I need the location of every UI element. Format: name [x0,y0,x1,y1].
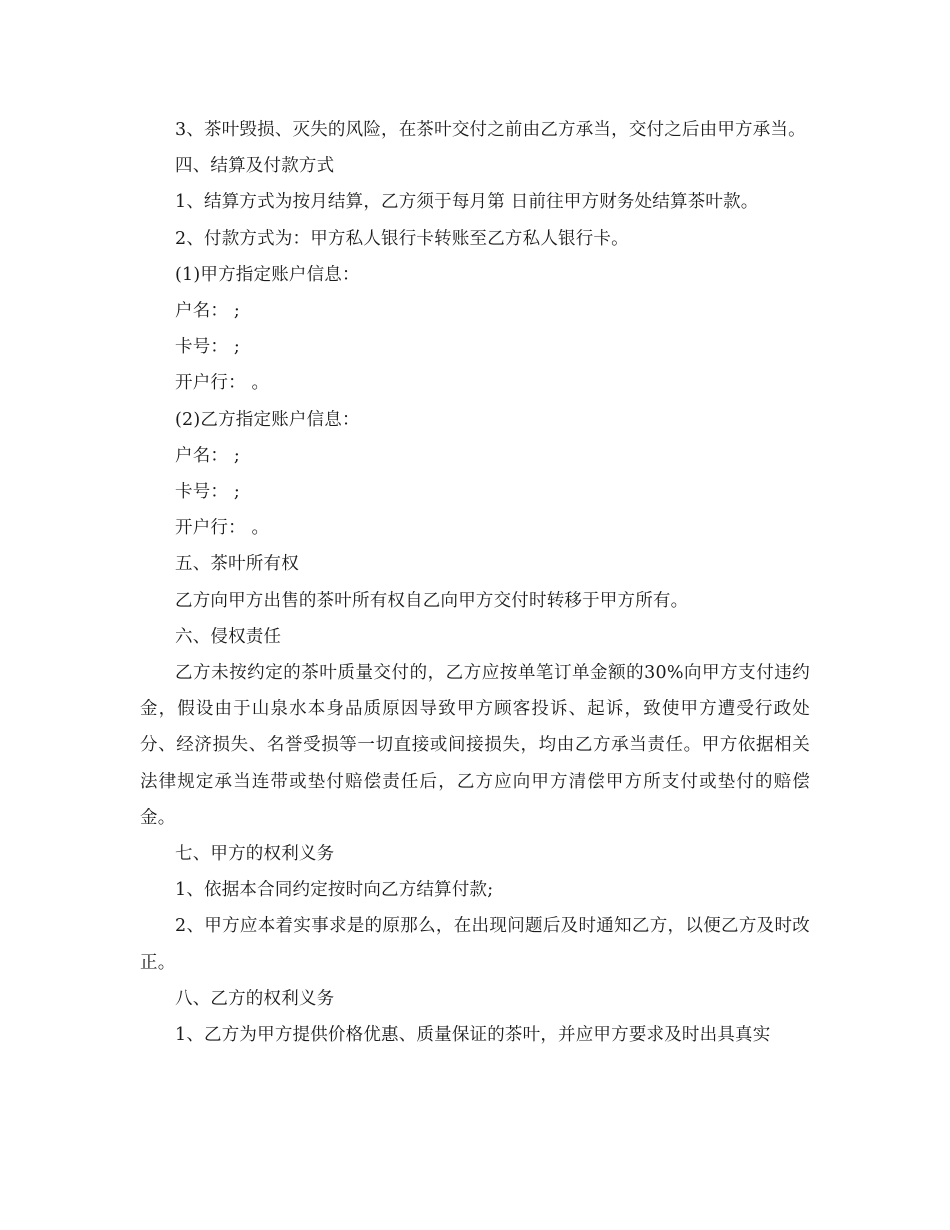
paragraph-settlement-method: 1、结算方式为按月结算，乙方须于每月第 日前往甲方财务处结算茶叶款。 [175,192,759,213]
party-b-bank: 开户行： 。 [175,518,270,539]
paragraph-risk-clause: 3、茶叶毁损、灭失的风险，在茶叶交付之前由乙方承当，交付之后由甲方承当。 [175,120,806,140]
document-body [140,112,810,1053]
party-b-account-heading: (2)乙方指定账户信息： [175,409,360,430]
party-a-bank: 开户行： 。 [175,373,270,394]
heading-party-b-rights: 八、乙方的权利义务 [175,988,335,1009]
paragraph-party-b-right-1: 1、乙方为甲方提供价格优惠、质量保证的茶叶，并应甲方要求及时出具真实 [175,1025,771,1046]
heading-settlement-payment: 四、结算及付款方式 [175,156,335,177]
heading-ownership: 五、茶叶所有权 [175,554,299,575]
party-b-account-name: 户名： ; [175,445,240,466]
heading-party-a-rights: 七、甲方的权利义务 [175,844,335,865]
paragraph-payment-method: 2、付款方式为：甲方私人银行卡转账至乙方私人银行卡。 [175,228,629,249]
party-a-account-name: 户名： ; [175,301,240,322]
heading-liability: 六、侵权责任 [175,626,282,647]
paragraph-party-a-right-2: 2、甲方应本着实事求是的原那么，在出现问题后及时通知乙方，以便乙方及时改正。 [140,916,810,973]
paragraph-ownership: 乙方向甲方出售的茶叶所有权自乙向甲方交付时转移于甲方所有。 [175,590,689,611]
paragraph-party-a-right-1: 1、依据本合同约定按时向乙方结算付款; [175,880,494,901]
party-a-account-heading: (1)甲方指定账户信息： [175,264,360,285]
paragraph-liability: 乙方未按约定的茶叶质量交付的，乙方应按单笔订单金额的30%向甲方支付违约金，假设由于山泉水本身品质原因导致甲方顾客投诉、起诉，致使甲方遭受行政处分、经济损失、名誉受损等一切直接或间接损失，均由乙方承当责任。甲方依据相关法律规定承当连带或垫付赔偿责任后，乙方应向甲方清偿甲方所支付或垫付的赔偿金。 [140,663,810,828]
party-b-card-number: 卡号： ; [175,482,240,503]
party-a-card-number: 卡号： ; [175,337,240,358]
